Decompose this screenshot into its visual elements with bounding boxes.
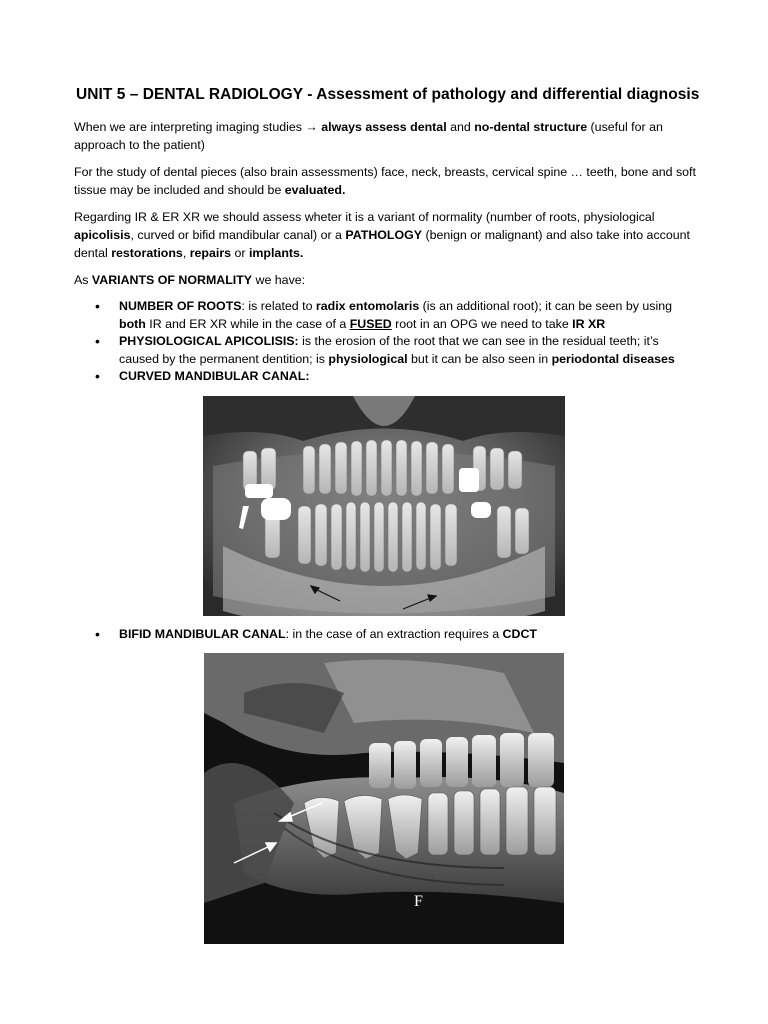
text-run: (benign or malignant) and also take into account dental (74, 228, 690, 260)
text-run: (useful for an approach to the patient) (74, 120, 663, 152)
text-run: For the study of dental pieces (also brain assessments) face, neck, breasts, cervical spine … teeth, bone and soft tissue may be included and should be (74, 165, 696, 197)
list-item (74, 298, 702, 333)
bifid-canal-xray-drawing (204, 653, 564, 944)
opg-xray-drawing (203, 396, 565, 616)
bold-run: IR XR (572, 316, 606, 331)
bullet-icon: • (95, 333, 100, 349)
text-run: and (446, 120, 475, 134)
figure-label: F (414, 893, 423, 910)
list-item-bifid (74, 626, 702, 644)
page-title: UNIT 5 – DENTAL RADIOLOGY - Assessment of pathology and differential diagnosis (76, 86, 700, 103)
text-run: , (182, 246, 190, 260)
bold-run: repairs (189, 246, 232, 260)
bold-run: physiological (328, 351, 408, 366)
bullet-icon: • (95, 626, 100, 642)
bifid-canal-xray-image (204, 653, 564, 944)
arrow-icon: → (305, 120, 318, 134)
text-run: but it can be also seen in (407, 351, 552, 366)
text-run: or (231, 246, 249, 260)
bold-run: PATHOLOGY (345, 228, 423, 242)
bold-run: both (119, 316, 146, 331)
variants-list (74, 298, 702, 386)
opg-xray-image (203, 396, 565, 616)
text-run: : in the case of an extraction requires a (285, 627, 503, 641)
paragraph-interpreting (74, 118, 702, 154)
text-run: As (74, 273, 92, 287)
bold-run: PHYSIOLOGICAL APICOLISIS: (119, 334, 299, 348)
bullet-icon: • (95, 298, 100, 314)
bold-run: BIFID MANDIBULAR CANAL (119, 627, 286, 641)
bold-run: implants. (248, 246, 304, 260)
text-run: Regarding IR & ER XR we should assess wheter it is a variant of normality (number of roots, physiological (74, 210, 655, 224)
list-item (74, 368, 702, 386)
bold-run: always assess dental (321, 120, 447, 134)
text-run: IR and ER XR while in the case of a (145, 316, 350, 331)
bold-run: NUMBER OF ROOTS (119, 299, 242, 313)
text-run: : is related to (241, 299, 316, 313)
list-item (74, 333, 702, 368)
bold-run: restorations (111, 246, 183, 260)
bold-run: CDCT (502, 627, 537, 641)
bold-run: no-dental structure (474, 120, 588, 134)
text-run: When we are interpreting imaging studies (74, 120, 306, 134)
text-run: we have: (252, 273, 306, 287)
paragraph-dental-pieces (74, 163, 702, 199)
bold-run: VARIANTS OF NORMALITY (91, 273, 253, 287)
bold-run: radix entomolaris (315, 299, 420, 313)
bold-underlined-run: FUSED (349, 316, 392, 331)
bullet-icon: • (95, 368, 100, 384)
bold-run: periodontal diseases (551, 351, 675, 366)
bold-run: evaluated. (284, 183, 346, 197)
text-run: (is an additional root); it can be seen by using (419, 299, 672, 313)
text-run: is the erosion of the root that we can see in the residual teeth; it’s caused by the permanent dentition; is (119, 334, 659, 366)
text-run: root in an OPG we need to take (391, 316, 573, 331)
paragraph-variants-intro (74, 271, 702, 289)
text-run: , curved or bifid mandibular canal) or a (130, 228, 346, 242)
bold-run: apicolisis (74, 228, 131, 242)
bold-run: CURVED MANDIBULAR CANAL: (119, 369, 310, 383)
paragraph-ir-er-xr (74, 208, 702, 262)
